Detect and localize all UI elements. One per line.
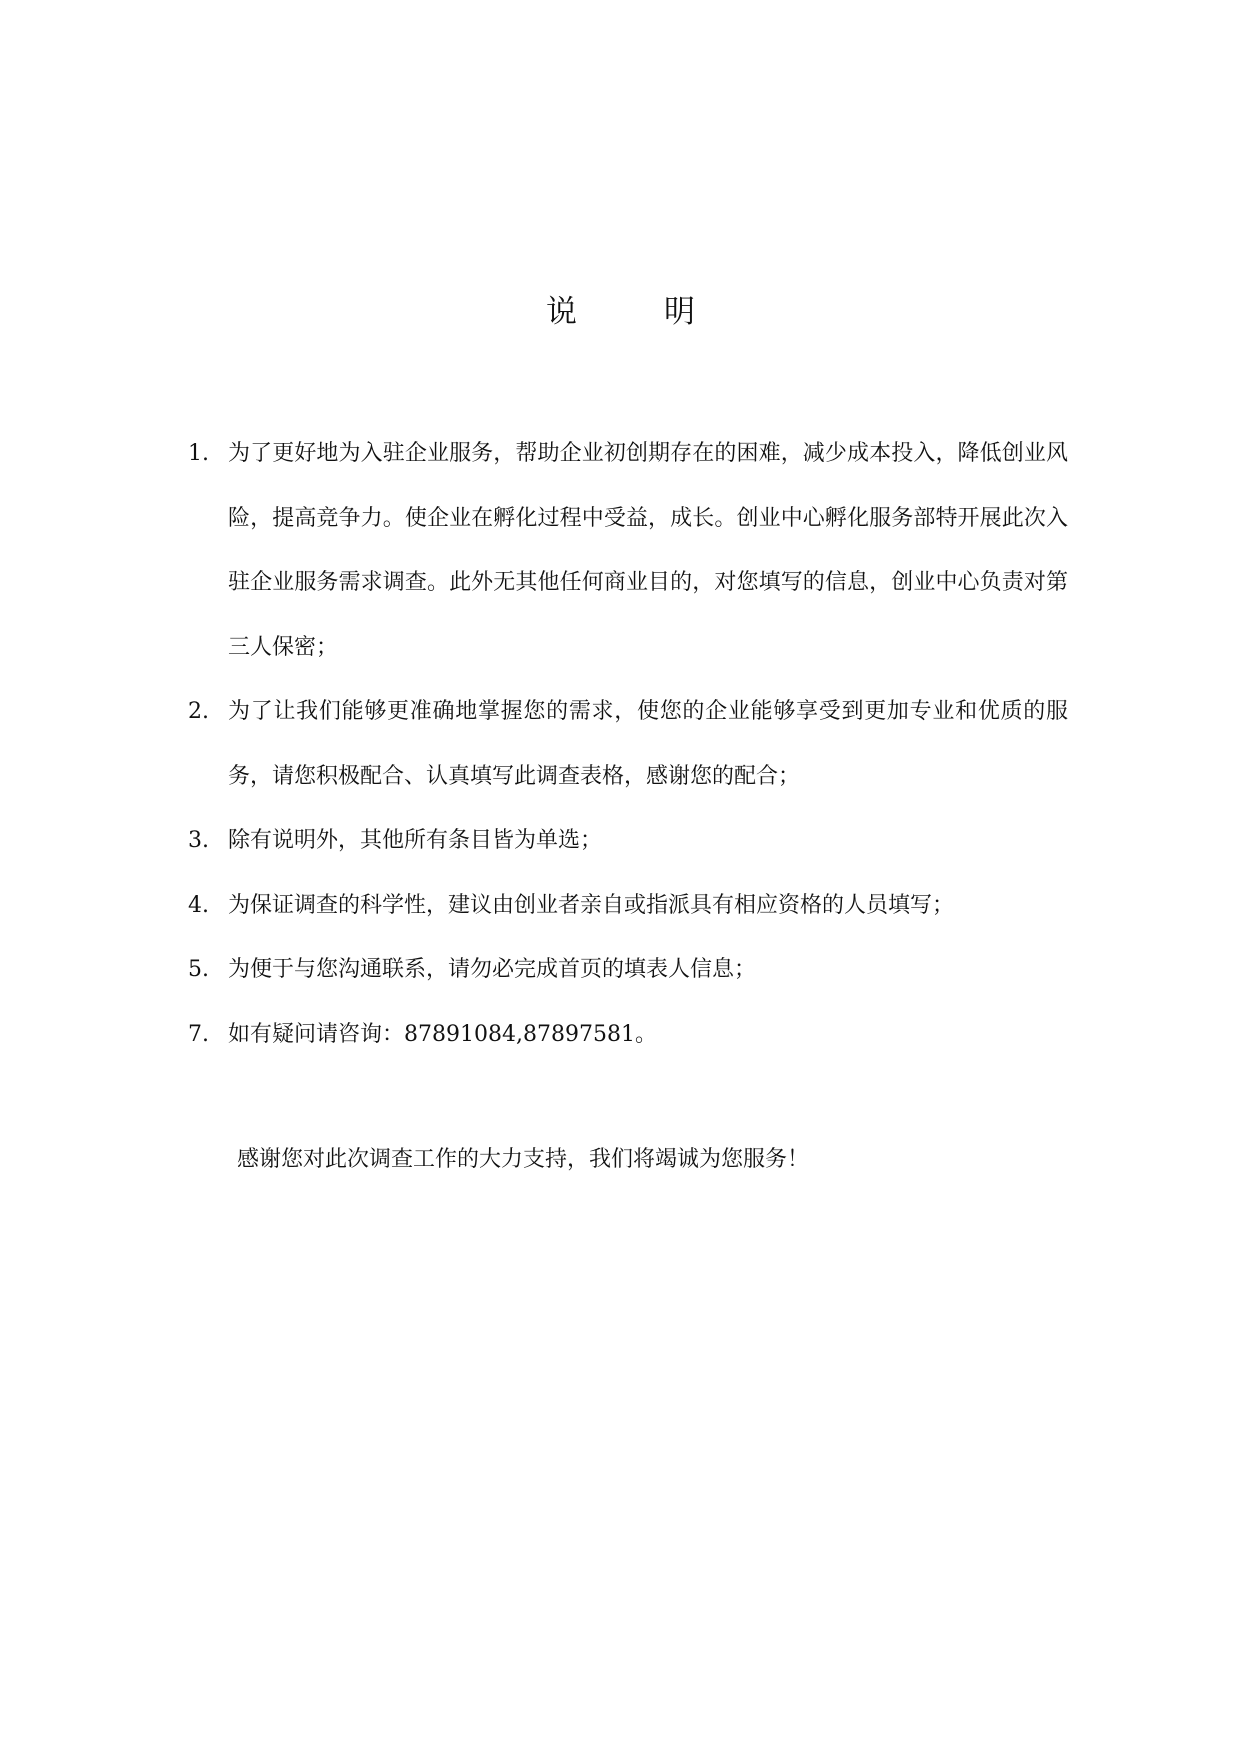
item-number: 5. — [188, 957, 209, 982]
list-item — [188, 422, 1068, 680]
item-text: 为了让我们能够更准确地掌握您的需求，使您的企业能够享受到更加专业和优质的服务，请您积极配合、认真填写此调查表格，感谢您的配合； — [228, 699, 1068, 789]
item-text: 如有疑问请咨询：87891084,87897581。 — [228, 1021, 657, 1047]
page-title: 说 明 — [546, 294, 723, 330]
thanks-note: 感谢您对此次调查工作的大力支持，我们将竭诚为您服务！ — [237, 1147, 810, 1172]
list-item — [188, 874, 1068, 939]
item-number: 2. — [188, 699, 209, 724]
item-number: 4. — [188, 892, 209, 918]
item-text: 除有说明外，其他所有条目皆为单选； — [228, 828, 603, 853]
item-text: 为保证调查的科学性，建议由创业者亲自或指派具有相应资格的人员填写； — [228, 892, 955, 918]
item-text: 为便于与您沟通联系，请勿必完成首页的填表人信息； — [228, 957, 757, 982]
list-item — [188, 680, 1068, 809]
list-item — [188, 938, 1068, 1003]
list-item — [188, 809, 1068, 874]
instruction-list — [188, 422, 1068, 1067]
item-number: 3. — [188, 828, 209, 853]
item-number: 7. — [188, 1021, 209, 1047]
item-text: 为了更好地为入驻企业服务，帮助企业初创期存在的困难，减少成本投入，降低创业风险，提高竞争力。使企业在孵化过程中受益，成长。创业中心孵化服务部特开展此次入驻企业服务需求调查。此外无其他任何商业目的，对您填写的信息，创业中心负责对第三人保密； — [228, 441, 1068, 660]
item-number: 1. — [188, 441, 209, 466]
list-item — [188, 1003, 1068, 1068]
